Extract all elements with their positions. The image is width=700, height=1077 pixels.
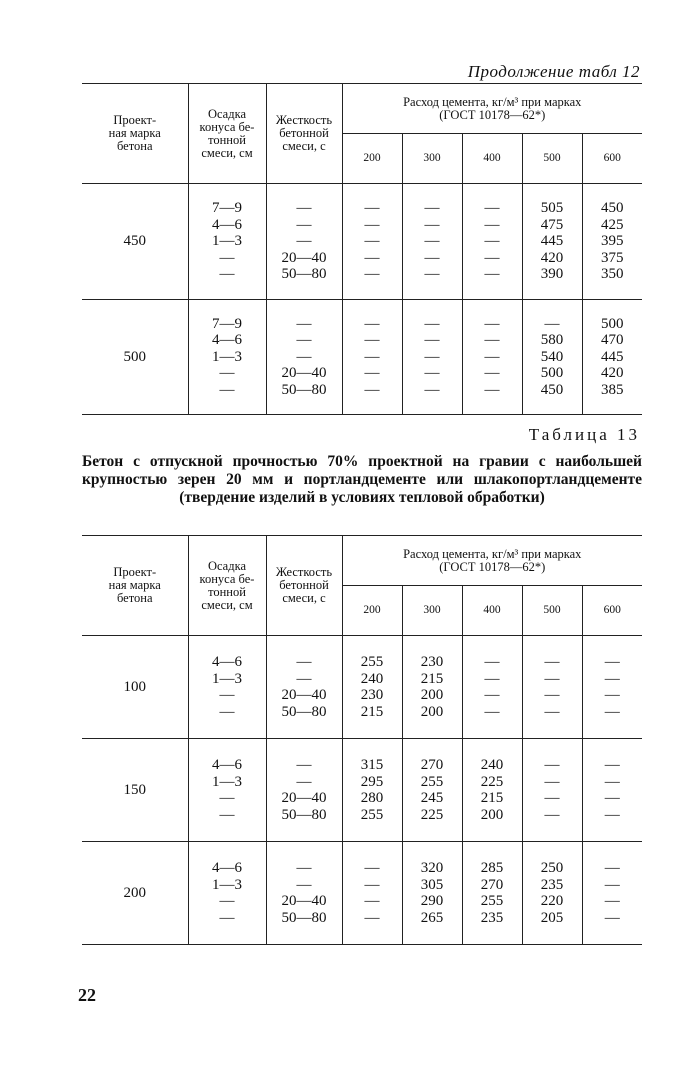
value: 475 [540,216,564,233]
slump-cell [188,842,266,945]
value: — [544,654,560,670]
value: 350 [601,266,624,282]
value: 240 [360,670,384,687]
header-brand-500: 500 [522,134,582,184]
value: — [484,381,500,398]
value: 425 [601,216,624,233]
value: — [364,860,380,876]
value: — [604,876,620,893]
stiffness-cell [266,184,342,300]
header-cement: Расход цемента, кг/м³ при марках (ГОСТ 10178—62*) [342,84,642,134]
stiffness-cell [266,299,342,415]
value: — [364,365,380,381]
slump-cell [188,636,266,739]
value: — [296,670,312,687]
value: 1—3 [212,773,242,790]
value: — [364,909,380,926]
value: — [484,654,500,670]
table-13 [82,535,642,945]
c500-cell [522,842,582,945]
value: 200 [420,703,444,720]
value: 385 [601,381,624,398]
value: — [296,332,312,348]
value: — [544,790,560,806]
value: 375 [601,249,624,266]
c200-cell [342,842,402,945]
value: — [604,773,620,790]
grade-cell: 150 [82,739,188,842]
value: — [544,670,560,687]
slump-cell [188,739,266,842]
value: 450 [601,200,624,216]
header-brand-400: 400 [462,134,522,184]
grade-cell: 450 [82,184,188,300]
value: — [296,773,312,790]
page-number: 22 [78,985,96,1005]
header-slump: Осадка конуса бе- тонной смеси, см [188,84,266,184]
value: — [604,670,620,687]
value: — [424,348,440,365]
value: 255 [360,654,384,670]
value: — [296,876,312,893]
value: 50—80 [281,266,327,282]
value: — [364,200,380,216]
value: — [219,365,235,381]
value: 1—3 [212,233,242,249]
value: 420 [601,365,624,381]
value: — [424,266,440,282]
value: 230 [420,654,444,670]
value: — [484,348,500,365]
value: — [424,315,440,332]
value: 215 [420,670,444,687]
value: 270 [420,757,444,773]
value: — [364,249,380,266]
value: 1—3 [212,876,242,893]
value: 255 [360,806,384,823]
c500-cell [522,636,582,739]
value: — [484,332,500,348]
value: 50—80 [281,381,327,398]
value: 580 [540,332,564,348]
c400-cell [462,842,522,945]
table-row [82,184,642,300]
value: — [604,687,620,703]
value: — [544,806,560,823]
header-cement: Расход цемента, кг/м³ при марках (ГОСТ 10178—62*) [342,536,642,586]
value: 50—80 [281,703,327,720]
value: — [484,315,500,332]
value: 285 [480,860,504,876]
value: 215 [360,703,384,720]
header-brand-500: 500 [522,586,582,636]
value: 315 [360,757,384,773]
grade-cell: 100 [82,636,188,739]
table-row [82,739,642,842]
value: 4—6 [212,757,242,773]
value: 220 [540,893,564,909]
value: — [484,670,500,687]
value: — [604,806,620,823]
value: — [424,233,440,249]
value: — [364,266,380,282]
value: 255 [480,893,504,909]
value: 245 [420,790,444,806]
value: — [544,773,560,790]
header-brand-600: 600 [582,586,642,636]
value: — [484,216,500,233]
value: 4—6 [212,654,242,670]
value: — [484,266,500,282]
value: 4—6 [212,860,242,876]
value: — [484,249,500,266]
value: 225 [420,806,444,823]
value: 235 [540,876,564,893]
header-grade: Проект- ная марка бетона [82,536,188,636]
value: — [424,200,440,216]
value: 4—6 [212,332,242,348]
header-stiffness: Жесткость бетонной смеси, с [266,536,342,636]
c200-cell [342,184,402,300]
continuation-caption: Продолжение табл 12 [467,62,640,81]
header-brand-300: 300 [402,134,462,184]
value: 305 [420,876,444,893]
value: — [296,860,312,876]
value: — [219,249,235,266]
header-brand-300: 300 [402,586,462,636]
value: 280 [360,790,384,806]
c500-cell [522,739,582,842]
value: — [296,216,312,233]
value: — [364,381,380,398]
value: 395 [601,233,624,249]
c300-cell [402,184,462,300]
value: — [219,687,235,703]
value: 20—40 [281,893,327,909]
value: — [604,757,620,773]
value: 290 [420,893,444,909]
value: — [296,654,312,670]
c500-cell [522,184,582,300]
value: 295 [360,773,384,790]
c400-cell [462,184,522,300]
value: — [219,893,235,909]
value: — [604,893,620,909]
value: 225 [480,773,504,790]
header-grade: Проект- ная марка бетона [82,84,188,184]
value: — [424,332,440,348]
value: — [219,266,235,282]
value: 240 [480,757,504,773]
value: — [219,806,235,823]
table-12 [82,83,642,415]
header-brand-200: 200 [342,134,402,184]
c400-cell [462,299,522,415]
value: 20—40 [281,249,327,266]
value: 4—6 [212,216,242,233]
value: 7—9 [212,315,242,332]
value: — [364,233,380,249]
header-brand-600: 600 [582,134,642,184]
value: 7—9 [212,200,242,216]
header-brand-400: 400 [462,586,522,636]
c200-cell [342,636,402,739]
value: — [296,233,312,249]
c600-cell [582,184,642,300]
value: 450 [540,381,564,398]
value: 420 [540,249,564,266]
table-13-title: Бетон с отпускной прочностью 70% проектной на гравии с наибольшей крупностью зерен 20 мм и портландцементе или шлакопортландцементе (твердение изделий в условиях тепловой обработки) [82,453,642,506]
value: 50—80 [281,806,327,823]
value: 500 [601,315,624,332]
value: 470 [601,332,624,348]
value: — [296,315,312,332]
c200-cell [342,739,402,842]
value: 20—40 [281,790,327,806]
value: 50—80 [281,909,327,926]
value: 265 [420,909,444,926]
value: — [604,909,620,926]
c300-cell [402,739,462,842]
value: — [364,876,380,893]
value: — [219,909,235,926]
c300-cell [402,842,462,945]
value: — [424,381,440,398]
value: 235 [480,909,504,926]
value: — [544,315,560,332]
value: 205 [540,909,564,926]
value: — [424,365,440,381]
table-13-number: Таблица 13 [528,425,640,444]
value: 230 [360,687,384,703]
value: 215 [480,790,504,806]
value: 445 [540,233,564,249]
value: — [296,200,312,216]
c200-cell [342,299,402,415]
value: 200 [420,687,444,703]
value: — [364,332,380,348]
c300-cell [402,636,462,739]
value: — [219,381,235,398]
value: 20—40 [281,687,327,703]
slump-cell [188,299,266,415]
header-brand-200: 200 [342,586,402,636]
value: 445 [601,348,624,365]
table-row [82,636,642,739]
value: 255 [420,773,444,790]
value: — [484,365,500,381]
grade-cell: 500 [82,299,188,415]
value: 1—3 [212,670,242,687]
value: — [219,790,235,806]
value: — [604,790,620,806]
value: 250 [540,860,564,876]
value: — [484,233,500,249]
table-row [82,299,642,415]
c300-cell [402,299,462,415]
grade-cell: 200 [82,842,188,945]
value: — [364,315,380,332]
value: 540 [540,348,564,365]
value: — [296,757,312,773]
value: — [484,703,500,720]
stiffness-cell [266,842,342,945]
value: 270 [480,876,504,893]
header-stiffness: Жесткость бетонной смеси, с [266,84,342,184]
value: — [484,200,500,216]
value: 1—3 [212,348,242,365]
value: — [544,703,560,720]
value: — [544,687,560,703]
value: — [604,703,620,720]
value: 200 [480,806,504,823]
c600-cell [582,636,642,739]
c600-cell [582,299,642,415]
value: 320 [420,860,444,876]
value: — [604,860,620,876]
value: — [424,249,440,266]
value: — [544,757,560,773]
table-row [82,842,642,945]
value: 500 [540,365,564,381]
value: — [364,216,380,233]
value: — [219,703,235,720]
value: — [604,654,620,670]
c400-cell [462,636,522,739]
value: — [424,216,440,233]
value: 390 [540,266,564,282]
stiffness-cell [266,636,342,739]
c400-cell [462,739,522,842]
value: 505 [540,200,564,216]
value: — [364,348,380,365]
c500-cell [522,299,582,415]
value: — [364,893,380,909]
header-slump: Осадка конуса бе- тонной смеси, см [188,536,266,636]
value: 20—40 [281,365,327,381]
value: — [484,687,500,703]
stiffness-cell [266,739,342,842]
slump-cell [188,184,266,300]
value: — [296,348,312,365]
c600-cell [582,842,642,945]
c600-cell [582,739,642,842]
